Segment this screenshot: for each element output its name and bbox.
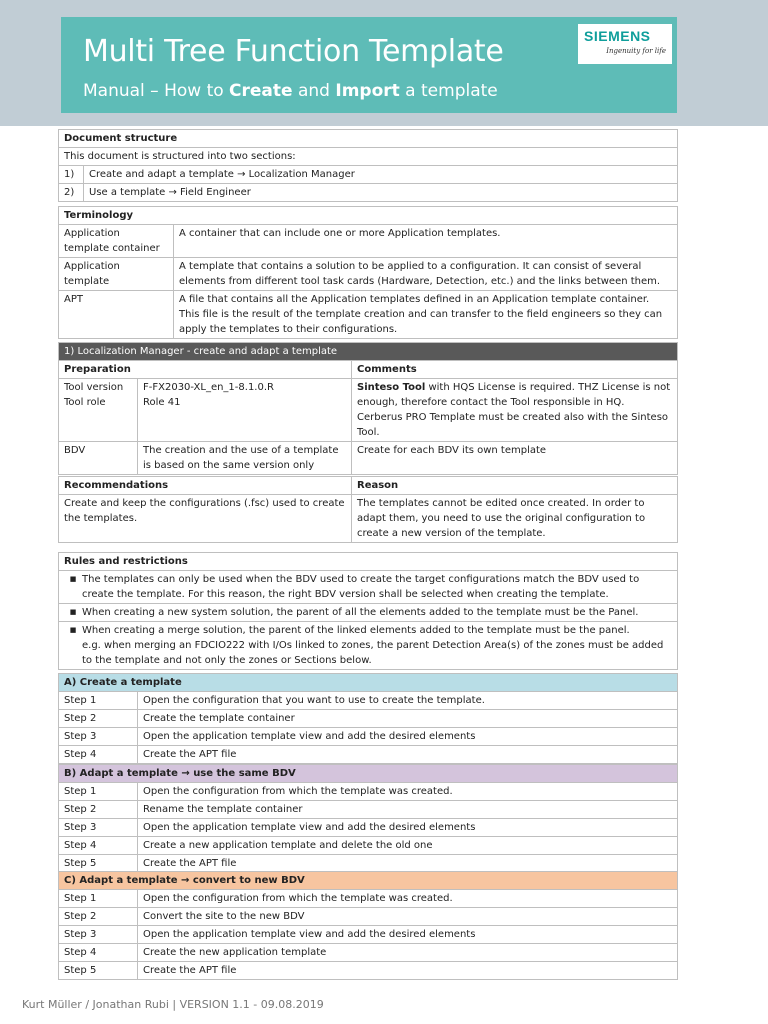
section1-heading: 1) Localization Manager - create and adapt a template (59, 343, 678, 361)
table-row: Step 5 Create the APT file (59, 962, 678, 980)
table-row: Step 3 Open the application template view and add the desired elements (59, 728, 678, 746)
rules-heading: Rules and restrictions (59, 553, 678, 571)
table-row: Step 4 Create the APT file (59, 746, 678, 764)
table-row: Application template A template that contains a solution to be applied to a configuration. It can consist of several elements from different tool task cards (Hardware, Detection, etc.) and the links between them. (59, 258, 678, 291)
recommendations-heading: Recommendations (59, 477, 352, 495)
comments-label: Comments (352, 361, 678, 379)
table-row: Step 4 Create a new application template and delete the old one (59, 837, 678, 855)
document-structure-table (58, 129, 678, 202)
table-row: Create and keep the configurations (.fsc) used to create the templates. The templates cannot be edited once created. In order to adapt them, you need to use the original configuration to create a new version of the template. (59, 495, 678, 543)
table-row: 2) Use a template → Field Engineer (59, 184, 678, 202)
structure-heading: Document structure (59, 130, 678, 148)
sectionC-heading: C) Adapt a template → convert to new BDV (59, 872, 678, 890)
table-row: 1) Create and adapt a template → Localization Manager (59, 166, 678, 184)
adapt-same-bdv-table (58, 764, 678, 873)
table-row: APT A file that contains all the Application templates defined in an Application template container. This file is the result of the template creation and can transfer to the field engineers so they can apply the templates to their configurations. (59, 291, 678, 339)
header-banner (61, 17, 677, 113)
list-item: ■ The templates can only be used when the BDV used to create the target configurations match the BDV used to create the template. For this reason, the right BDV version shall be selected when creating the template. (59, 571, 678, 604)
table-row: Step 2 Rename the template container (59, 801, 678, 819)
localization-manager-table (58, 342, 678, 475)
table-row: Step 1 Open the configuration from which the template was created. (59, 783, 678, 801)
document-title: Multi Tree Function Template (83, 34, 504, 69)
table-row: Step 5 Create the APT file (59, 855, 678, 873)
table-row: Step 2 Create the template container (59, 710, 678, 728)
siemens-logo: SIEMENS Ingenuity for life (578, 24, 672, 64)
terminology-table (58, 206, 678, 339)
table-row: Step 1 Open the configuration that you want to use to create the template. (59, 692, 678, 710)
table-row: Tool version Tool role F-FX2030-XL_en_1-8.1.0.R Role 41 Sinteso Tool with HQS License is required. THZ License is not enough, therefore contact the Tool responsible in HQ. Cerberus PRO Template must be created also with the Sinteso Tool. (59, 379, 678, 442)
table-row: Step 3 Open the application template view and add the desired elements (59, 819, 678, 837)
page-footer: Kurt Müller / Jonathan Rubi | VERSION 1.1 - 09.08.2019 (22, 998, 324, 1011)
list-item: ■ When creating a new system solution, the parent of all the elements added to the template must be the Panel. (59, 604, 678, 622)
adapt-new-bdv-table (58, 871, 678, 980)
reason-label: Reason (352, 477, 678, 495)
list-item: ■ When creating a merge solution, the parent of the linked elements added to the template must be the panel. e.g. when merging an FDCIO222 with I/Os linked to zones, the parent Detection Area(s) of the zones must be added to the template and not only the zones or Sections below. (59, 622, 678, 670)
table-row: Step 4 Create the new application template (59, 944, 678, 962)
table-row: BDV The creation and the use of a template is based on the same version only Create for each BDV its own template (59, 442, 678, 475)
sectionA-heading: A) Create a template (59, 674, 678, 692)
table-row: Step 2 Convert the site to the new BDV (59, 908, 678, 926)
table-row: Application template container A container that can include one or more Application templates. (59, 225, 678, 258)
terminology-heading: Terminology (59, 207, 678, 225)
create-template-table (58, 673, 678, 764)
document-subtitle: Manual – How to Create and Import a template (83, 81, 498, 101)
structure-intro: This document is structured into two sections: (59, 148, 678, 166)
sectionB-heading: B) Adapt a template → use the same BDV (59, 765, 678, 783)
rules-table (58, 552, 678, 670)
table-row: Step 1 Open the configuration from which the template was created. (59, 890, 678, 908)
preparation-label: Preparation (59, 361, 352, 379)
table-row: Step 3 Open the application template view and add the desired elements (59, 926, 678, 944)
recommendations-table (58, 476, 678, 543)
